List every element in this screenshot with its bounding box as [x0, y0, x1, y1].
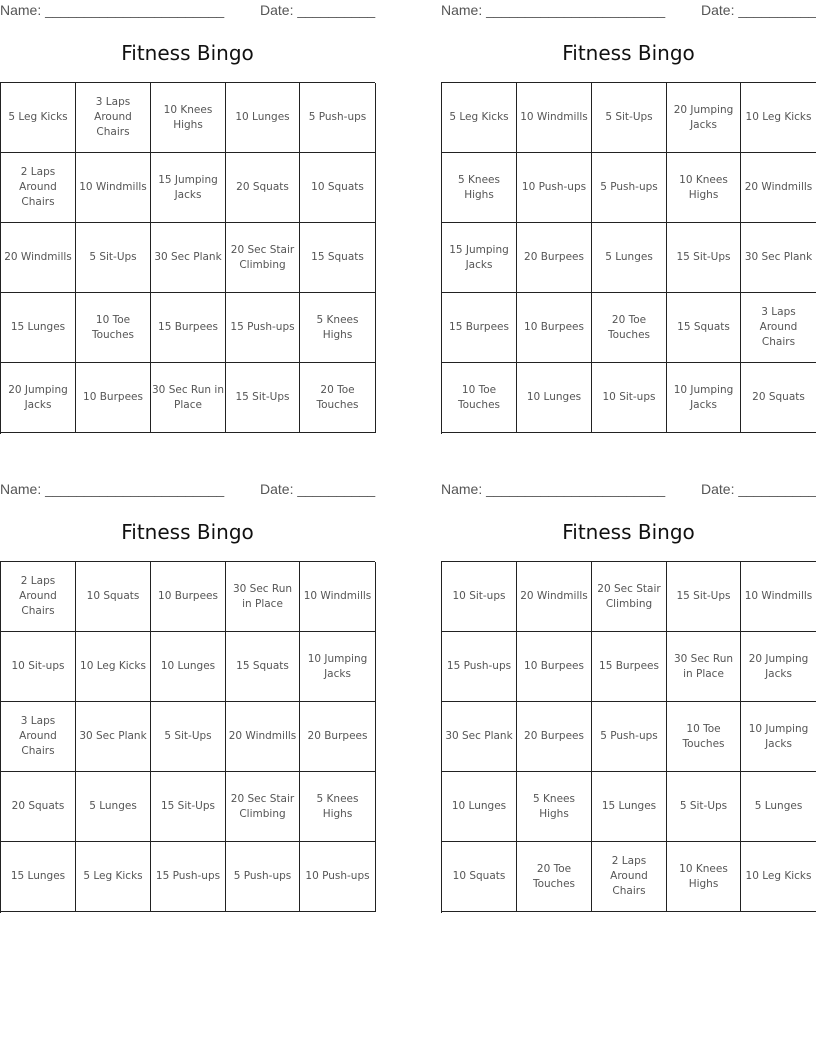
bingo-cell: 15 Sit-Ups [226, 363, 300, 433]
bingo-cell: 10 Windmills [300, 562, 376, 632]
bingo-cell: 15 Squats [300, 223, 376, 293]
bingo-cell: 30 Sec Run in Place [667, 632, 741, 702]
bingo-cell: 20 Toe Touches [592, 293, 667, 363]
bingo-cell: 15 Sit-Ups [667, 223, 741, 293]
bingo-cell: 15 Lunges [1, 842, 76, 912]
bingo-cell: 10 Burpees [151, 562, 226, 632]
bingo-cell: 30 Sec Plank [151, 223, 226, 293]
bingo-cell: 10 Jumping Jacks [300, 632, 376, 702]
date-field-label: Date: __________ [701, 2, 816, 18]
bingo-cell: 30 Sec Run in Place [151, 363, 226, 433]
bingo-cell: 10 Squats [442, 842, 517, 912]
bingo-cell: 20 Squats [1, 772, 76, 842]
bingo-cell: 5 Lunges [741, 772, 816, 842]
bingo-cell: 2 Laps Around Chairs [1, 153, 76, 223]
bingo-cell: 10 Lunges [151, 632, 226, 702]
card-header [441, 479, 816, 499]
bingo-cell: 10 Push-ups [300, 842, 376, 912]
bingo-cell: 20 Burpees [517, 223, 592, 293]
bingo-cell: 5 Lunges [592, 223, 667, 293]
bingo-cell: 15 Jumping Jacks [151, 153, 226, 223]
bingo-card-1 [0, 0, 375, 440]
bingo-cell: 5 Sit-Ups [667, 772, 741, 842]
bingo-cell: 10 Push-ups [517, 153, 592, 223]
bingo-cell: 20 Sec Stair Climbing [226, 223, 300, 293]
bingo-cell: 15 Burpees [151, 293, 226, 363]
bingo-cell: 20 Windmills [741, 153, 816, 223]
bingo-cell: 10 Jumping Jacks [741, 702, 816, 772]
bingo-cell: 15 Push-ups [442, 632, 517, 702]
card-title: Fitness Bingo [121, 41, 254, 65]
bingo-cell: 10 Toe Touches [442, 363, 517, 433]
bingo-card-2 [441, 0, 816, 440]
date-field-label: Date: __________ [701, 481, 816, 497]
bingo-cell: 15 Burpees [442, 293, 517, 363]
bingo-cell: 30 Sec Plank [76, 702, 151, 772]
bingo-cell: 10 Squats [300, 153, 376, 223]
card-header [0, 0, 375, 20]
bingo-cell: 5 Knees Highs [442, 153, 517, 223]
bingo-cell: 5 Knees Highs [300, 772, 376, 842]
bingo-cell: 5 Leg Kicks [1, 83, 76, 153]
bingo-cell: 20 Windmills [517, 562, 592, 632]
bingo-cell: 30 Sec Plank [442, 702, 517, 772]
bingo-cell: 20 Sec Stair Climbing [592, 562, 667, 632]
bingo-grid [0, 82, 375, 434]
bingo-cell: 10 Leg Kicks [741, 842, 816, 912]
bingo-cell: 5 Push-ups [592, 153, 667, 223]
bingo-cell: 20 Windmills [1, 223, 76, 293]
card-title: Fitness Bingo [121, 520, 254, 544]
bingo-cell: 10 Burpees [517, 632, 592, 702]
date-field-label: Date: __________ [260, 2, 376, 18]
bingo-grid [441, 561, 816, 913]
bingo-cell: 15 Sit-Ups [667, 562, 741, 632]
bingo-cell: 2 Laps Around Chairs [1, 562, 76, 632]
card-header [0, 479, 375, 499]
bingo-cell: 10 Lunges [517, 363, 592, 433]
card-title: Fitness Bingo [562, 520, 695, 544]
bingo-cell: 15 Sit-Ups [151, 772, 226, 842]
bingo-cell: 30 Sec Plank [741, 223, 816, 293]
bingo-cell: 15 Squats [226, 632, 300, 702]
bingo-cell: 5 Sit-Ups [592, 83, 667, 153]
bingo-cell: 10 Sit-ups [592, 363, 667, 433]
bingo-cell: 15 Squats [667, 293, 741, 363]
bingo-cell: 10 Lunges [226, 83, 300, 153]
bingo-card-4 [441, 479, 816, 919]
bingo-cell: 20 Squats [741, 363, 816, 433]
bingo-cell: 15 Jumping Jacks [442, 223, 517, 293]
card-header [441, 0, 816, 20]
bingo-cell: 10 Windmills [517, 83, 592, 153]
bingo-cell: 10 Knees Highs [667, 153, 741, 223]
bingo-cell: 10 Squats [76, 562, 151, 632]
bingo-cell: 5 Leg Kicks [442, 83, 517, 153]
bingo-cell: 20 Jumping Jacks [741, 632, 816, 702]
bingo-cell: 20 Burpees [517, 702, 592, 772]
bingo-cell: 15 Lunges [592, 772, 667, 842]
bingo-cell: 10 Windmills [76, 153, 151, 223]
bingo-grid [441, 82, 816, 434]
bingo-cell: 10 Burpees [76, 363, 151, 433]
bingo-cell: 10 Knees Highs [151, 83, 226, 153]
bingo-cell: 10 Leg Kicks [76, 632, 151, 702]
bingo-cell: 5 Sit-Ups [151, 702, 226, 772]
bingo-cell: 5 Sit-Ups [76, 223, 151, 293]
name-field-label: Name: _______________________ [441, 2, 666, 18]
bingo-cell: 10 Lunges [442, 772, 517, 842]
bingo-cell: 5 Push-ups [300, 83, 376, 153]
bingo-cell: 15 Burpees [592, 632, 667, 702]
bingo-cell: 5 Lunges [76, 772, 151, 842]
bingo-cell: 10 Toe Touches [76, 293, 151, 363]
bingo-cell: 5 Push-ups [226, 842, 300, 912]
bingo-cell: 15 Push-ups [226, 293, 300, 363]
bingo-cell: 20 Windmills [226, 702, 300, 772]
bingo-cell: 5 Knees Highs [517, 772, 592, 842]
bingo-cell: 20 Burpees [300, 702, 376, 772]
bingo-cell: 5 Knees Highs [300, 293, 376, 363]
bingo-cell: 20 Squats [226, 153, 300, 223]
bingo-cell: 3 Laps Around Chairs [741, 293, 816, 363]
bingo-cell: 20 Toe Touches [300, 363, 376, 433]
bingo-cell: 5 Push-ups [592, 702, 667, 772]
bingo-cell: 20 Toe Touches [517, 842, 592, 912]
bingo-cell: 10 Windmills [741, 562, 816, 632]
name-field-label: Name: _______________________ [441, 481, 666, 497]
bingo-cell: 10 Sit-ups [1, 632, 76, 702]
name-field-label: Name: _______________________ [0, 481, 225, 497]
bingo-card-3 [0, 479, 375, 919]
bingo-cell: 20 Jumping Jacks [1, 363, 76, 433]
bingo-cell: 20 Jumping Jacks [667, 83, 741, 153]
name-field-label: Name: _______________________ [0, 2, 225, 18]
bingo-cell: 10 Knees Highs [667, 842, 741, 912]
bingo-cell: 3 Laps Around Chairs [1, 702, 76, 772]
bingo-cell: 30 Sec Run in Place [226, 562, 300, 632]
bingo-cell: 2 Laps Around Chairs [592, 842, 667, 912]
bingo-cell: 3 Laps Around Chairs [76, 83, 151, 153]
card-title: Fitness Bingo [562, 41, 695, 65]
bingo-cell: 5 Leg Kicks [76, 842, 151, 912]
date-field-label: Date: __________ [260, 481, 376, 497]
bingo-cell: 15 Lunges [1, 293, 76, 363]
bingo-grid [0, 561, 375, 913]
bingo-cell: 10 Toe Touches [667, 702, 741, 772]
bingo-cell: 10 Jumping Jacks [667, 363, 741, 433]
bingo-cell: 10 Leg Kicks [741, 83, 816, 153]
bingo-cell: 15 Push-ups [151, 842, 226, 912]
bingo-cell: 10 Sit-ups [442, 562, 517, 632]
bingo-cell: 10 Burpees [517, 293, 592, 363]
bingo-cell: 20 Sec Stair Climbing [226, 772, 300, 842]
